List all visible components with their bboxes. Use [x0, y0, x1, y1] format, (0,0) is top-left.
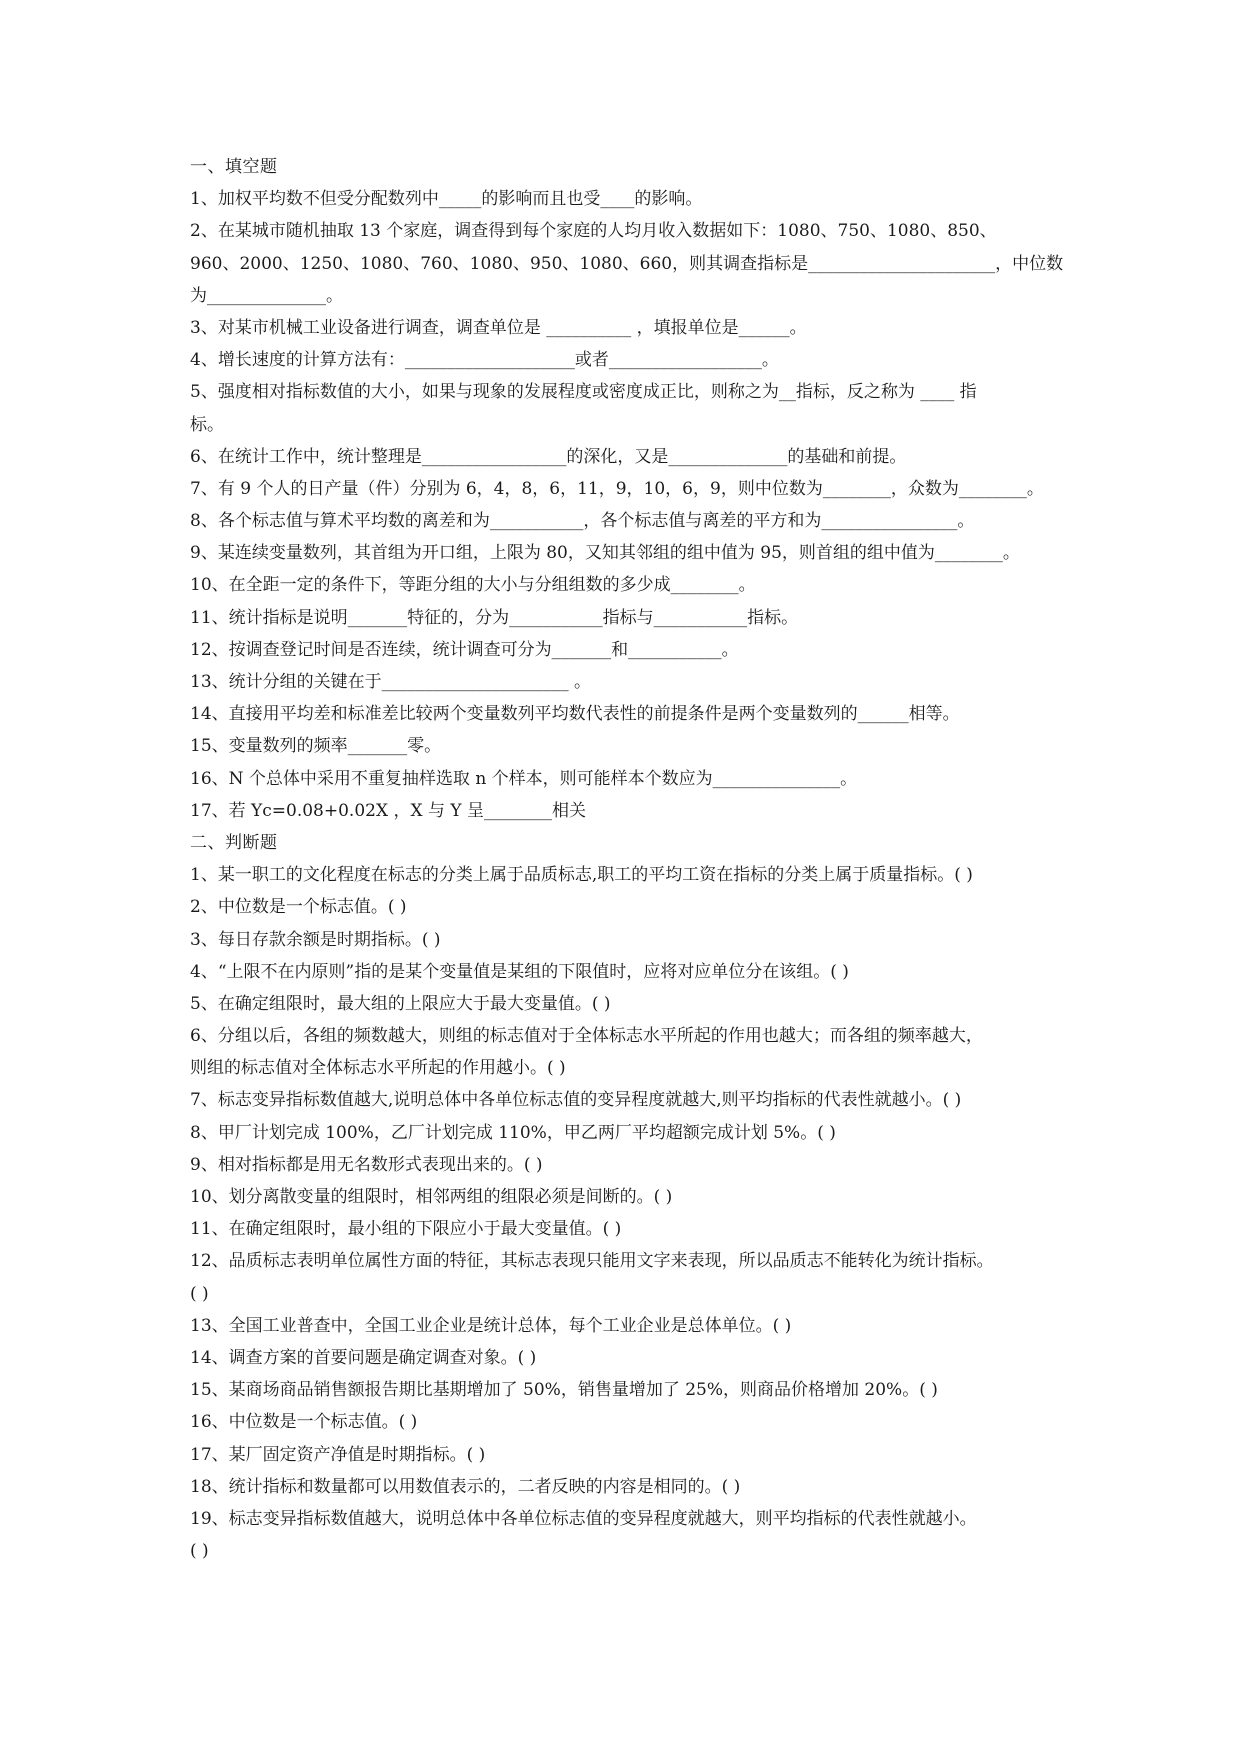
question-line: 6、在统计工作中，统计整理是_________________的深化，又是______________的基础和前提。	[190, 446, 907, 467]
question-line: 18、统计指标和数量都可以用数值表示的，二者反映的内容是相同的。( )	[190, 1476, 741, 1497]
question-line: 9、某连续变量数列，其首组为开口组，上限为 80，又知其邻组的组中值为 95，则首组的组中值为________。	[190, 543, 1020, 564]
question-line: 15、变量数列的频率_______零。	[190, 736, 442, 757]
question-line: 11、统计指标是说明_______特征的，分为___________指标与___________指标。	[190, 607, 799, 628]
question-line: 标。	[190, 414, 224, 435]
question-line: 7、标志变异指标数值越大,说明总体中各单位标志值的变异程度就越大,则平均指标的代表性就越小。( )	[190, 1090, 962, 1111]
section-heading: 二、判断题	[190, 832, 278, 853]
question-line: 则组的标志值对全体标志水平所起的作用越小。( )	[190, 1058, 566, 1079]
question-line: 13、全国工业普查中，全国工业企业是统计总体，每个工业企业是总体单位。( )	[190, 1315, 792, 1336]
question-line: 3、对某市机械工业设备进行调查，调查单位是 __________ ，填报单位是______。	[190, 317, 807, 338]
question-line: 为______________。	[190, 285, 343, 306]
question-line: ( )	[190, 1541, 209, 1562]
question-line: 13、统计分组的关键在于______________________ 。	[190, 672, 592, 692]
question-line: 1、加权平均数不但受分配数列中_____的影响而且也受____的影响。	[190, 189, 703, 210]
question-line: 1、某一职工的文化程度在标志的分类上属于品质标志,职工的平均工资在指标的分类上属于质量指标。( )	[190, 865, 973, 886]
question-line: 2、在某城市随机抽取 13 个家庭，调查得到每个家庭的人均月收入数据如下：1080、750、1080、850、	[190, 221, 997, 242]
question-line: 12、按调查登记时间是否连续，统计调查可分为_______和___________。	[190, 639, 739, 660]
question-line: 10、划分离散变量的组限时，相邻两组的组限必须是间断的。( )	[190, 1187, 673, 1207]
question-line: 12、品质标志表明单位属性方面的特征，其标志表现只能用文字来表现，所以品质志不能转化为统计指标。	[190, 1251, 994, 1272]
question-line: 17、若 Yc=0.08+0.02X ，X 与 Y 呈________相关	[190, 800, 587, 821]
question-line: 3、每日存款余额是时期指标。( )	[190, 929, 441, 950]
question-line: 960、2000、1250、1080、760、1080、950、1080、660，则其调查指标是______________________，中位数	[190, 253, 1064, 274]
question-line: 9、相对指标都是用无名数形式表现出来的。( )	[190, 1154, 543, 1175]
question-line: 5、强度相对指标数值的大小，如果与现象的发展程度或密度成正比，则称之为__指标，反之称为 ____ 指	[190, 382, 977, 403]
question-line: 15、某商场商品销售额报告期比基期增加了 50%，销售量增加了 25%，则商品价格增加 20%。( )	[190, 1380, 938, 1401]
question-line: 16、N 个总体中采用不重复抽样选取 n 个样本，则可能样本个数应为_______________。	[190, 768, 858, 789]
question-line: 16、中位数是一个标志值。( )	[190, 1412, 418, 1433]
question-line: 8、各个标志值与算术平均数的离差和为___________，各个标志值与离差的平方和为________________。	[190, 511, 975, 532]
question-line: 14、直接用平均差和标准差比较两个变量数列平均数代表性的前提条件是两个变量数列的______相等。	[190, 704, 960, 725]
question-line: 19、标志变异指标数值越大，说明总体中各单位标志值的变异程度就越大，则平均指标的代表性就越小。	[190, 1508, 977, 1529]
question-line: 11、在确定组限时，最小组的下限应小于最大变量值。( )	[190, 1219, 622, 1240]
question-line: 17、某厂固定资产净值是时期指标。( )	[190, 1444, 486, 1465]
exam-content	[190, 151, 1090, 1567]
question-line: 2、中位数是一个标志值。( )	[190, 897, 407, 918]
question-line: 5、在确定组限时，最大组的上限应大于最大变量值。( )	[190, 993, 611, 1014]
section-heading: 一、填空题	[190, 157, 278, 177]
question-line: 8、甲厂计划完成 100%，乙厂计划完成 110%，甲乙两厂平均超额完成计划 5%。( )	[190, 1122, 836, 1143]
question-line: 14、调查方案的首要问题是确定调查对象。( )	[190, 1347, 537, 1368]
question-line: 6、分组以后，各组的频数越大，则组的标志值对于全体标志水平所起的作用也越大；而各组的频率越大，	[190, 1026, 983, 1047]
question-line: ( )	[190, 1283, 209, 1304]
question-line: 7、有 9 个人的日产量（件）分别为 6，4，8，6，11，9，10，6，9，则中位数为________，众数为________。	[190, 478, 1044, 499]
question-line: 4、“上限不在内原则”指的是某个变量值是某组的下限值时，应将对应单位分在该组。( )	[190, 961, 849, 982]
question-line: 4、增长速度的计算方法有：____________________或者__________________。	[190, 350, 779, 371]
question-line: 10、在全距一定的条件下，等距分组的大小与分组组数的多少成________。	[190, 575, 756, 596]
